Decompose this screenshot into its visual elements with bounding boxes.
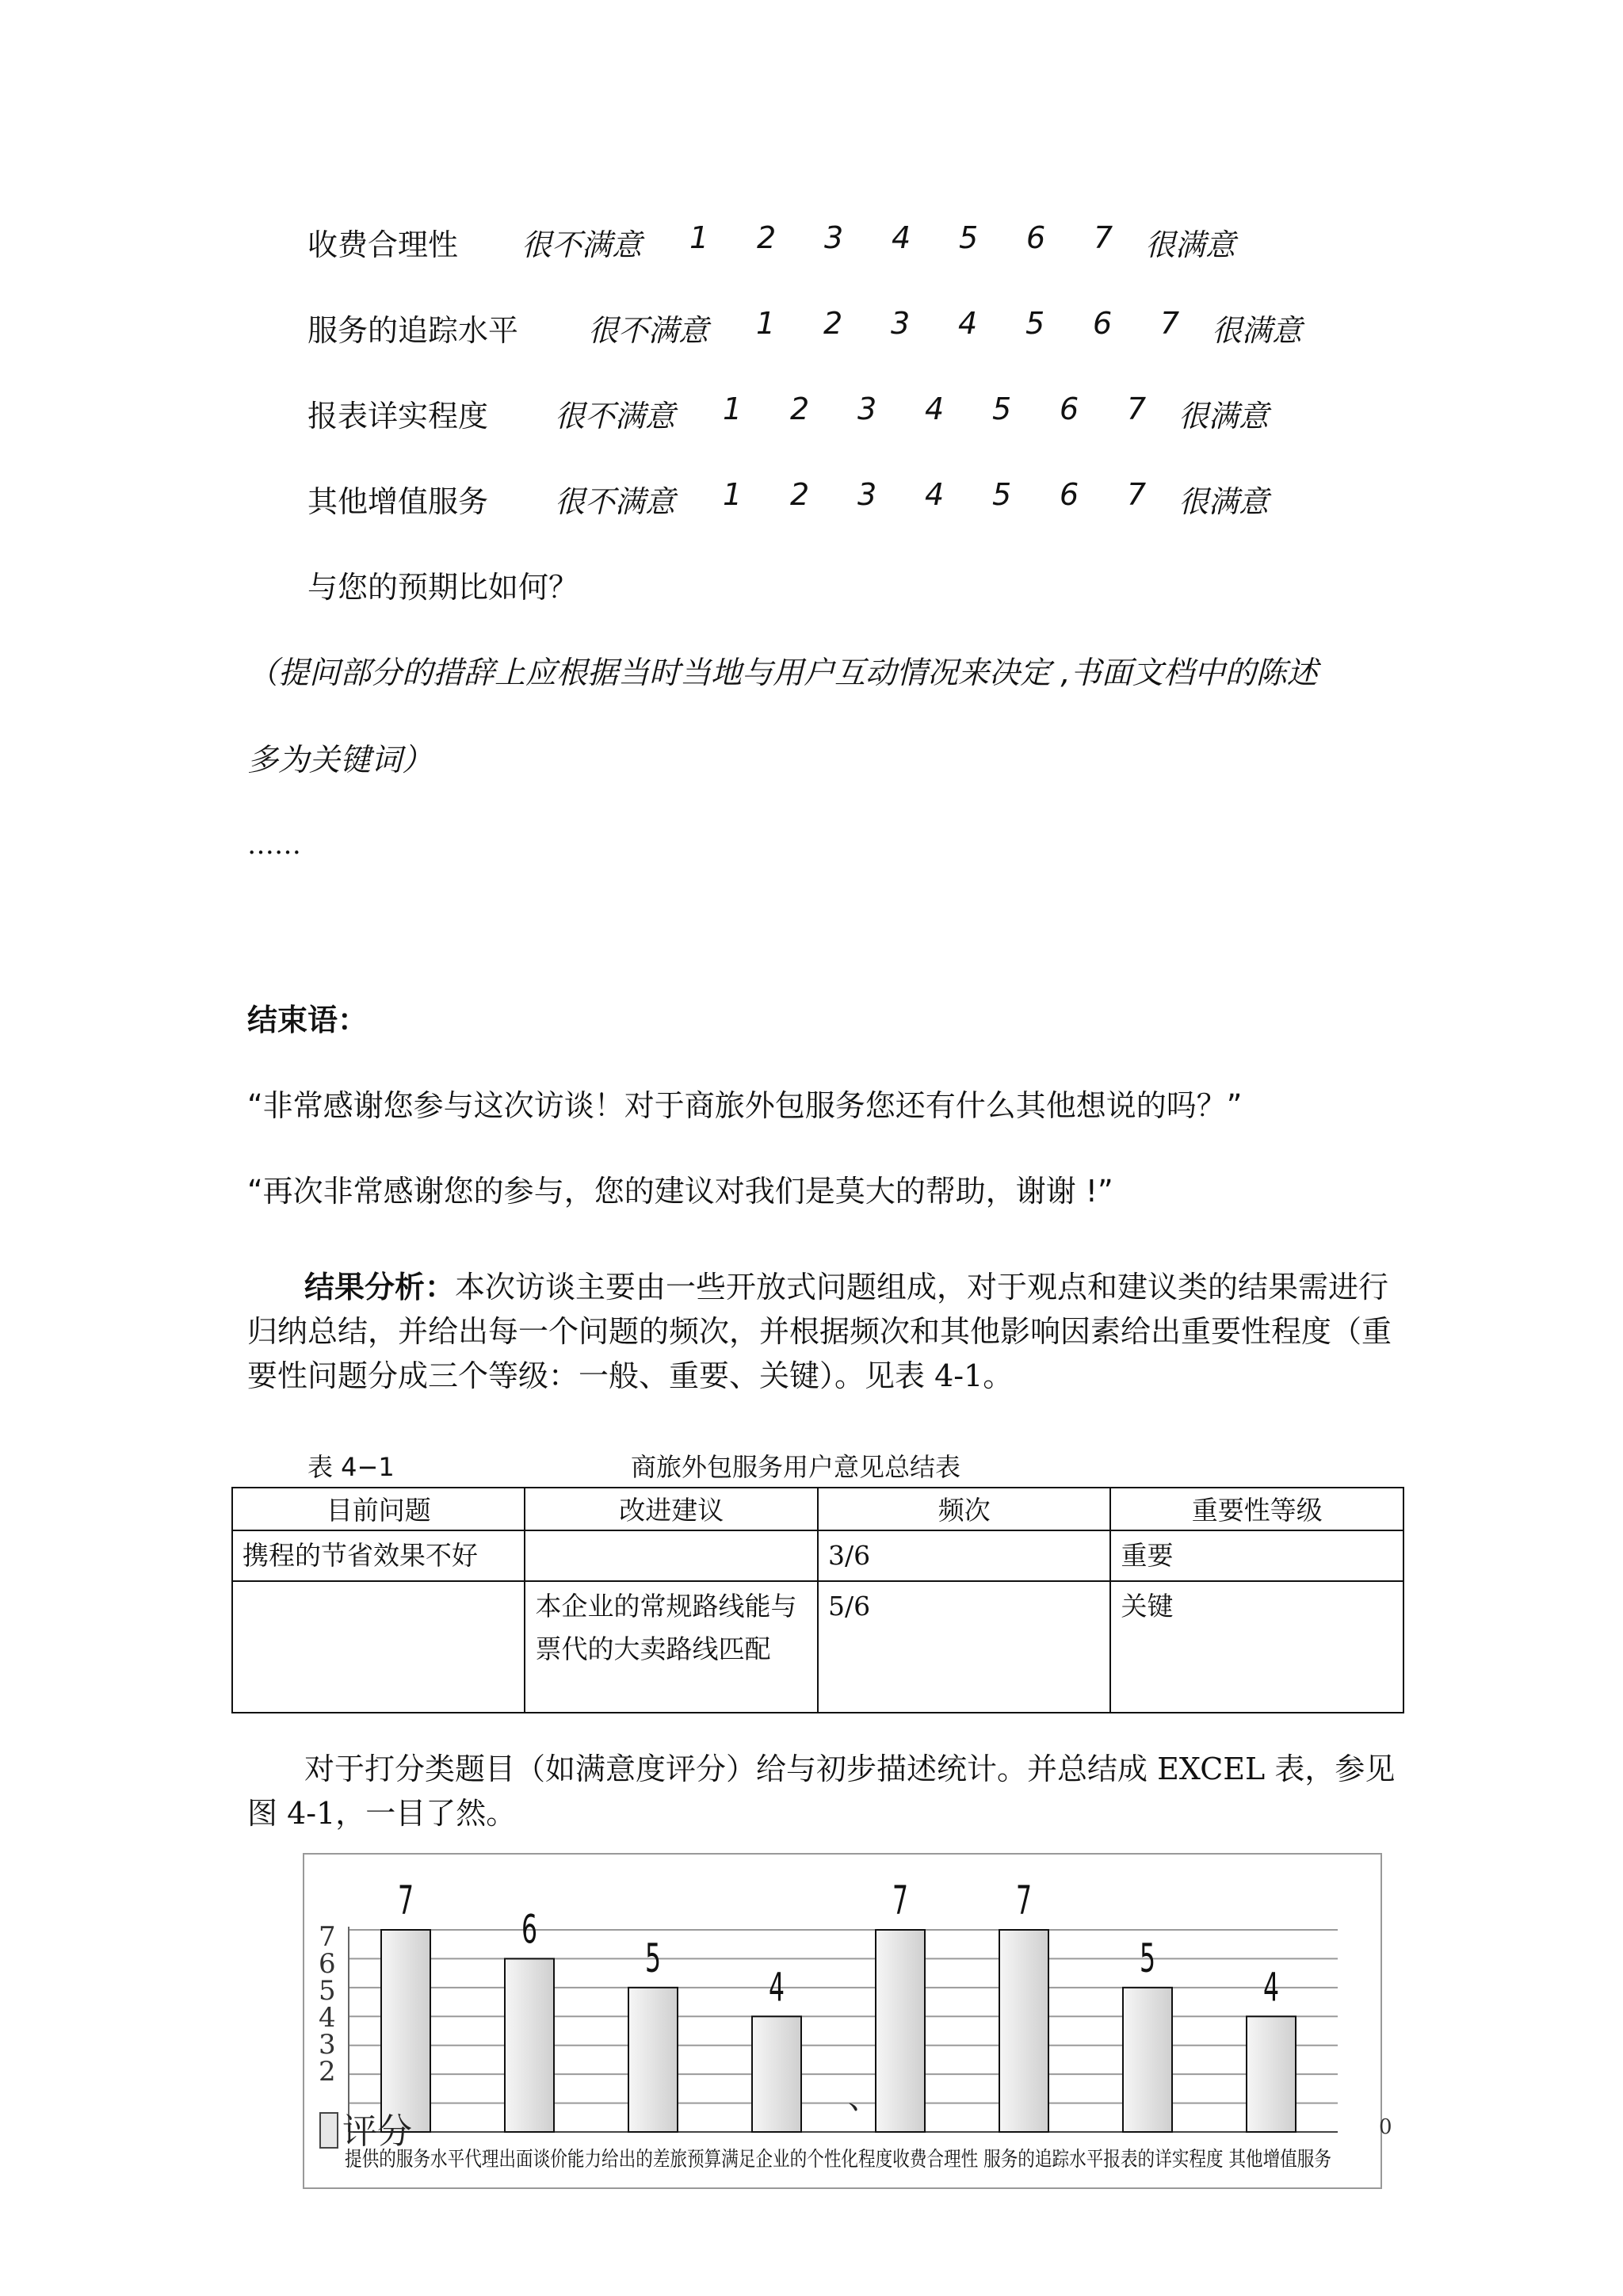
table-title: 商旅外包服务用户意见总结表 xyxy=(631,1452,961,1482)
rating-high: 很满意 xyxy=(1178,484,1270,519)
chart-y-ticks xyxy=(319,1921,336,2088)
rating-num: 5 xyxy=(992,392,1012,426)
table-header: 重要性等级 xyxy=(1110,1488,1403,1530)
rating-num: 3 xyxy=(857,477,877,512)
y-tick-label: 3 xyxy=(319,2029,336,2061)
y-tick-label: 2 xyxy=(319,2056,336,2088)
rating-num: 1 xyxy=(689,220,709,255)
rating-num: 6 xyxy=(1093,306,1113,341)
rating-label: 其他增值服务 xyxy=(307,484,489,519)
rating-num: 6 xyxy=(1060,477,1079,512)
legend-label: 评分 xyxy=(342,2111,412,2152)
table-header: 频次 xyxy=(818,1488,1111,1530)
y-tick-label: 6 xyxy=(319,1948,336,1980)
closing-heading: 结束语： xyxy=(247,1003,369,1037)
bar-value-label: 5 xyxy=(644,1935,662,1982)
bar-value-label: 7 xyxy=(892,1878,909,1924)
note-line-1: （提问部分的措辞上应根据当时当地与用户互动情况来决定 ,书面文档中的陈述 xyxy=(247,655,1318,691)
rating-num: 2 xyxy=(790,392,810,426)
expectation-question: 与您的预期比如何？ xyxy=(307,570,579,605)
bar-value-label: 4 xyxy=(768,1965,785,2011)
bar xyxy=(1123,1988,1172,2132)
bar-value-label: 7 xyxy=(1015,1878,1033,1924)
rating-label: 服务的追踪水平 xyxy=(307,313,519,348)
analysis-text: 本次访谈主要由一些开放式问题组成，对于观点和建议类的结果需进行归纳总结，并给出每一个问题的频次，并根据频次和其他影响因素给出重要性程度（重要性问题分成三个等级：一般、重要、关键）。见表 4-1。 xyxy=(247,1270,1392,1393)
rating-num: 6 xyxy=(1026,220,1046,255)
rating-high: 很满意 xyxy=(1212,313,1303,348)
closing-quote-1: “非常感谢您参与这次访谈！对于商旅外包服务您还有什么其他想说的吗？” xyxy=(247,1088,1243,1123)
y-zero-label: 0 xyxy=(1379,2115,1392,2139)
rating-num: 2 xyxy=(757,220,777,255)
legend-swatch xyxy=(320,2113,338,2148)
bar xyxy=(1247,2016,1296,2132)
rating-low: 很不满意 xyxy=(521,227,643,262)
scoring-paragraph: 对于打分类题目（如满意度评分）给与初步描述统计。并总结成 EXCEL 表，参见图 4-1，一目了然。 xyxy=(247,1752,1396,1831)
rating-num: 5 xyxy=(992,477,1012,512)
stray-mark: 、 xyxy=(848,2080,880,2116)
analysis-lead: 结果分析： xyxy=(304,1270,456,1305)
rating-num: 5 xyxy=(1025,306,1045,341)
rating-num: 4 xyxy=(925,392,945,426)
rating-num: 6 xyxy=(1060,392,1079,426)
rating-num: 3 xyxy=(857,392,877,426)
table-cell: 携程的节省效果不好 xyxy=(232,1530,525,1581)
bar-value-label: 7 xyxy=(397,1878,414,1924)
table-cell: 3/6 xyxy=(818,1530,1111,1581)
rating-num: 1 xyxy=(723,477,743,512)
rating-num: 7 xyxy=(1127,477,1147,512)
table-cell: 5/6 xyxy=(818,1581,1111,1713)
rating-num: 7 xyxy=(1127,392,1147,426)
rating-high: 很满意 xyxy=(1178,399,1270,434)
closing-quote-2: “再次非常感谢您的参与，您的建议对我们是莫大的帮助，谢谢 !” xyxy=(247,1174,1113,1209)
table-cell: 重要 xyxy=(1110,1530,1403,1581)
rating-num: 4 xyxy=(958,306,978,341)
y-tick-label: 5 xyxy=(319,1975,336,2007)
rating-low: 很不满意 xyxy=(555,484,676,519)
table-header: 改进建议 xyxy=(525,1488,817,1530)
table-cell: 关键 xyxy=(1110,1581,1403,1713)
rating-num: 7 xyxy=(1094,220,1113,255)
ellipsis: …… xyxy=(247,829,301,861)
bar-value-label: 6 xyxy=(521,1907,538,1954)
rating-num: 2 xyxy=(823,306,843,341)
bar-value-label: 5 xyxy=(1139,1935,1156,1982)
rating-num: 4 xyxy=(925,477,945,512)
bar-value-label: 4 xyxy=(1262,1965,1280,2011)
rating-low: 很不满意 xyxy=(588,313,709,348)
table-label: 表 4−1 xyxy=(307,1452,395,1482)
bar xyxy=(752,2016,801,2132)
rating-num: 5 xyxy=(959,220,979,255)
bar xyxy=(999,1930,1048,2132)
y-tick-label: 7 xyxy=(319,1921,336,1953)
y-tick-label: 4 xyxy=(319,2002,336,2034)
bar xyxy=(505,1958,554,2132)
rating-low: 很不满意 xyxy=(555,399,676,434)
rating-num: 4 xyxy=(892,220,911,255)
chart-bars xyxy=(381,1878,1296,2132)
bar xyxy=(628,1988,678,2132)
rating-num: 1 xyxy=(756,306,776,341)
rating-num: 3 xyxy=(824,220,844,255)
rating-high: 很满意 xyxy=(1145,227,1236,262)
chart-grid xyxy=(349,1927,1338,2132)
rating-label: 报表详实程度 xyxy=(307,399,489,434)
rating-num: 1 xyxy=(723,392,743,426)
note-line-2: 多为关键词） xyxy=(247,743,433,778)
table-cell: 本企业的常规路线能与票代的大卖路线匹配 xyxy=(525,1581,817,1713)
rating-num: 7 xyxy=(1160,306,1180,341)
x-axis-labels: 提供的服务水平代理出面谈价能力给出的差旅预算满足企业的个性化程度收费合理性 服务的追踪水平报表的详实程度 其他增值服务 xyxy=(345,2148,1331,2172)
table-header: 目前问题 xyxy=(232,1488,525,1530)
rating-num: 3 xyxy=(891,306,911,341)
rating-num: 2 xyxy=(790,477,810,512)
bar xyxy=(381,1930,430,2132)
rating-label: 收费合理性 xyxy=(307,227,459,262)
bar xyxy=(876,1930,925,2132)
